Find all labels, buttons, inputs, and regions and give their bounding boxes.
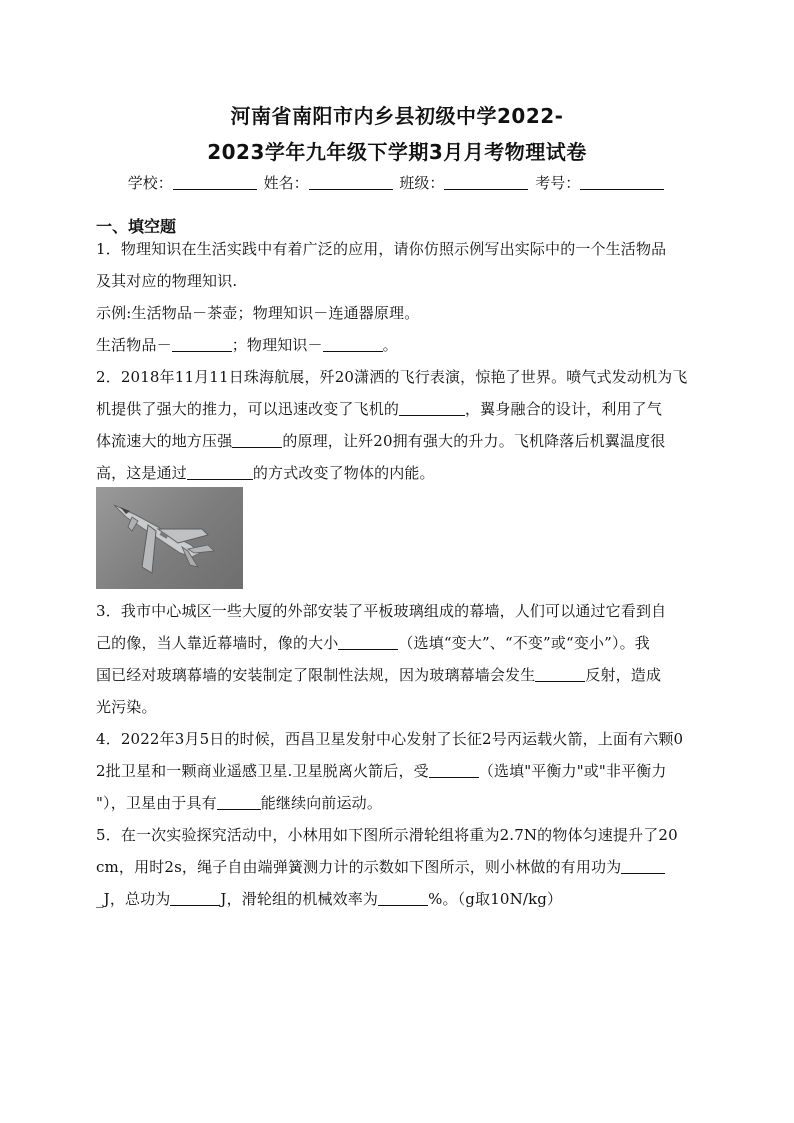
q5-line3-c: %。（g取10N/kg）: [428, 890, 563, 908]
q2-blank2[interactable]: [232, 433, 282, 448]
q3-line4: 光污染。: [96, 698, 157, 716]
q2-line3-b: 的原理，让歼20拥有强大的升力。飞机降落后机翼温度很: [282, 432, 666, 450]
q1-item-label: 生活物品－: [96, 336, 172, 354]
q1-knowledge-blank[interactable]: [323, 337, 383, 352]
q5-line3-b: J，滑轮组的机械效率为: [220, 890, 379, 908]
q3-line2-b: （选填“变大”、“不变”或“变小”）。我: [398, 634, 650, 652]
exam-number-label: 考号：: [535, 174, 581, 192]
q2-blank3[interactable]: [187, 465, 253, 480]
q2-line3-a: 体流速大的地方压强: [96, 432, 233, 450]
q5-line2-a: cm，用时2s，绳子自由端弹簧测力计的示数如下图所示，则小林做的有用功为: [96, 858, 622, 876]
q1-line1: 1．物理知识在生活实践中有着广泛的应用，请你仿照示例写出实际中的一个生活物品: [96, 240, 667, 258]
section-heading: 一、填空题: [96, 217, 177, 236]
q1-end: 。: [382, 336, 398, 354]
q1-knowledge-label: ；物理知识－: [231, 336, 323, 354]
q4-line3-a: "），卫星由于具有: [96, 794, 217, 812]
q2-line2: [96, 398, 662, 419]
q4-blank2[interactable]: [217, 795, 261, 810]
q4-line2-b: （选填"平衡力"或"非平衡力: [478, 762, 667, 780]
exam-title-line2: 2023学年九年级下学期3月月考物理试卷: [207, 140, 587, 164]
q2-line1: 2．2018年11月11日珠海航展，歼20潇洒的飞行表演，惊艳了世界。喷气式发动机为飞: [96, 368, 688, 386]
q2-line4-a: 高，这是通过: [96, 464, 187, 482]
q4-blank1[interactable]: [429, 763, 479, 778]
student-info-row: [0, 172, 794, 193]
q3-line1: 3．我市中心城区一些大厦的外部安装了平板玻璃组成的幕墙，人们可以通过它看到自: [96, 602, 667, 620]
q5-line3-a: _J，总功为: [96, 890, 171, 908]
class-label: 班级：: [399, 174, 445, 192]
q1-answer-line: [96, 334, 398, 355]
q2-line3: [96, 430, 665, 451]
q2-line4-b: 的方式改变了物体的内能。: [252, 464, 435, 482]
q5-line1: 5．在一次实验探究活动中，小林用如下图所示滑轮组将重为2.7N的物体匀速提升了20: [96, 826, 678, 844]
q3-blank2[interactable]: [535, 667, 585, 682]
school-label: 学校：: [127, 174, 173, 192]
q4-line3-b: 能继续向前运动。: [260, 794, 382, 812]
class-blank[interactable]: [444, 175, 528, 190]
q2-line4: [96, 462, 435, 483]
q3-line2-a: 己的像，当人靠近幕墙时，像的大小: [96, 634, 339, 652]
q4-line2-a: 2批卫星和一颗商业遥感卫星.卫星脱离火箭后，受: [96, 762, 429, 780]
q5-blank2[interactable]: [170, 891, 220, 906]
fighter-jet-photo: [96, 487, 243, 589]
name-blank[interactable]: [309, 175, 393, 190]
q1-example: 示例:生活物品－茶壶；物理知识－连通器原理。: [96, 304, 420, 322]
q3-line2: [96, 632, 650, 653]
q5-line2: [96, 856, 665, 877]
q3-line3: [96, 664, 661, 685]
q5-blank1[interactable]: [621, 859, 665, 874]
q3-line3-a: 国已经对玻璃幕墙的安装制定了限制性法规，因为玻璃幕墙会发生: [96, 666, 536, 684]
q2-line2-b: ，翼身融合的设计，利用了气: [465, 400, 662, 418]
q3-blank1[interactable]: [338, 635, 398, 650]
q1-line2: 及其对应的物理知识.: [96, 272, 238, 290]
q4-line1: 4．2022年3月5日的时候，西昌卫星发射中心发射了长征2号丙运载火箭，上面有六颗0: [96, 730, 684, 748]
fighter-jet-icon: [96, 487, 243, 589]
exam-number-blank[interactable]: [580, 175, 664, 190]
name-label: 姓名：: [263, 174, 309, 192]
q2-line2-a: 机提供了强大的推力，可以迅速改变了飞机的: [96, 400, 400, 418]
q4-line2: [96, 760, 667, 781]
q4-line3: [96, 792, 382, 813]
exam-title-line1: 河南省南阳市内乡县初级中学2022-: [230, 104, 564, 128]
school-blank[interactable]: [173, 175, 257, 190]
q5-line3: [96, 888, 562, 909]
q2-blank1[interactable]: [399, 401, 465, 416]
q5-blank3[interactable]: [378, 891, 428, 906]
q3-line3-b: 反射，造成: [585, 666, 662, 684]
q1-item-blank[interactable]: [172, 337, 232, 352]
